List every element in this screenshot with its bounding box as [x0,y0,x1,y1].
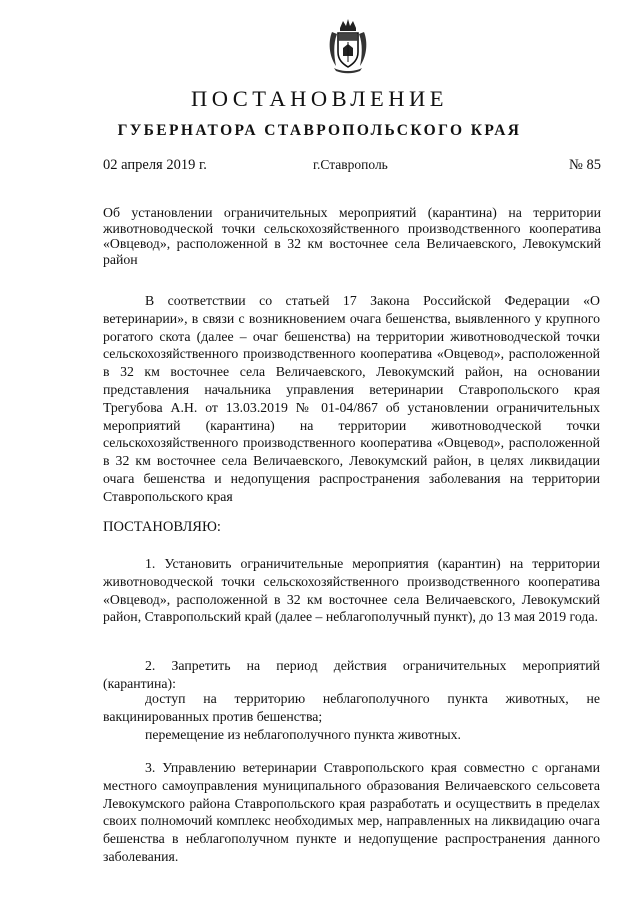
item-1-paragraph: 1. Установить ограничительные мероприятия (карантин) на территории животноводческой точки сельскохозяйственного производственного кооператива «Овцевод», расположенной в 32 км восточнее села Величаевского, Левокумский район, Ставропольский край (далее – неблагополучный пункт), до 13 мая 2019 года. [103,556,600,625]
decree-heading: ПОСТАНОВЛЯЮ: [103,519,221,535]
document-number: № 85 [569,157,601,173]
issuer-title: ГУБЕРНАТОРА СТАВРОПОЛЬСКОГО КРАЯ [117,122,522,139]
item-2a-paragraph: доступ на территорию неблагополучного пункта животных, не вакцинированных против бешенства; [103,691,600,724]
preamble-paragraph: В соответствии со статьей 17 Закона Российской Федерации «О ветеринарии», в связи с возникновением очага бешенства, выявленного у крупного рогатого скота (далее – очаг бешенства) на территории животноводческой точки сельскохозяйственного производственного кооператива «Овцевод», расположенной в 32 км восточнее села Величаевского, Левокумский район, на основании представления начальника управления ветеринарии Ставропольского края Трегубова А.Н. от 13.03.2019 № 01-04/867 об установлении ограничительных мероприятий (карантина) на территории животноводческой точки сельскохозяйственного производственного кооператива «Овцевод», расположенной в 32 км восточнее села Величаевского, Левокумский район, в целях ликвидации очага бешенства и недопущения распространения заболевания на территории Ставропольского края [103,293,600,504]
item-2b-paragraph: перемещение из неблагополучного пункта животных. [145,727,461,742]
document-title: ПОСТАНОВЛЕНИЕ [190,86,449,111]
document-subject: Об установлении ограничительных мероприятий (карантина) на территории животноводческой точки сельскохозяйственного производственного кооператива «Овцевод», расположенной в 32 км восточнее села Величаевского, Левокумский район [103,205,601,267]
document-date: 02 апреля 2019 г. [103,157,207,173]
item-2-paragraph: 2. Запретить на период действия ограничительных мероприятий (карантина): [103,658,600,691]
coat-of-arms-icon [326,18,370,74]
item-3-paragraph: 3. Управлению ветеринарии Ставропольского края совместно с органами местного самоуправления муниципального образования Величаевского сельсовета Левокумского района Ставропольского края разработать и осуществить в пределах своих полномочий комплекс необходимых мер, направленных на ликвидацию очага бешенства в неблагополучном пункте и недопущение распространения данного заболевания. [103,760,600,864]
document-city: г.Ставрополь [313,157,388,172]
